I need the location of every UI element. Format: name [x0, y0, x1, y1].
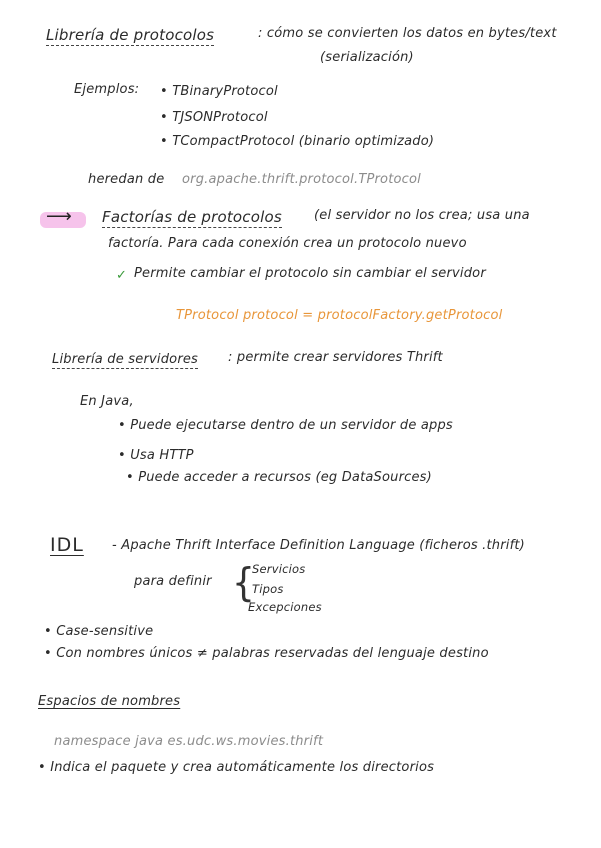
serialization-note: (serialización) — [320, 50, 414, 65]
brace-icon: { — [232, 560, 255, 606]
define-types: Tipos — [252, 582, 284, 596]
protocol-library-desc: : cómo se convierten los datos en bytes/text — [258, 26, 557, 41]
define-services: Servicios — [252, 562, 306, 576]
protocol-factories-desc-cont: factoría. Para cada conexión crea un protocolo nuevo — [108, 236, 467, 251]
get-protocol-code: TProtocol protocol = protocolFactory.getProtocol — [176, 308, 503, 323]
server-library-desc: : permite crear servidores Thrift — [228, 350, 443, 365]
idl-bullet-names: • Con nombres únicos ≠ palabras reservadas del lenguaje destino — [44, 646, 489, 661]
examples-label: Ejemplos: — [74, 82, 140, 97]
namespaces-title: Espacios de nombres — [38, 694, 181, 709]
namespace-bullet: • Indica el paquete y crea automáticamente los directorios — [38, 760, 435, 775]
check-icon: ✓ — [116, 268, 128, 283]
namespace-code: namespace java es.udc.ws.movies.thrift — [54, 734, 324, 749]
idl-bullet-case: • Case-sensitive — [44, 624, 154, 639]
example-json: • TJSONProtocol — [160, 110, 268, 125]
server-bullet-resources: • Puede acceder a recursos (eg DataSources) — [126, 470, 432, 485]
java-label: En Java, — [80, 394, 134, 409]
protocol-factories-desc: (el servidor no los crea; usa una — [314, 208, 530, 223]
check-note: Permite cambiar el protocolo sin cambiar el servidor — [134, 266, 486, 281]
protocol-factories-title: Factorías de protocolos — [102, 208, 282, 226]
server-bullet-http: • Usa HTTP — [118, 448, 194, 463]
idl-title: IDL — [50, 534, 84, 556]
tprotocol-class: org.apache.thrift.protocol.TProtocol — [182, 172, 421, 187]
arrow-icon: ⟶ — [46, 206, 72, 227]
protocol-library-title: Librería de protocolos — [46, 26, 215, 44]
example-compact: • TCompactProtocol (binario optimizado) — [160, 134, 435, 149]
inherit-label: heredan de — [88, 172, 165, 187]
define-exceptions: Excepciones — [248, 600, 322, 614]
server-bullet-apps: • Puede ejecutarse dentro de un servidor de apps — [118, 418, 453, 433]
server-library-title: Librería de servidores — [52, 352, 199, 367]
example-binary: • TBinaryProtocol — [160, 84, 278, 99]
define-label: para definir — [134, 574, 212, 589]
idl-desc: - Apache Thrift Interface Definition Language (ficheros .thrift) — [112, 538, 525, 553]
